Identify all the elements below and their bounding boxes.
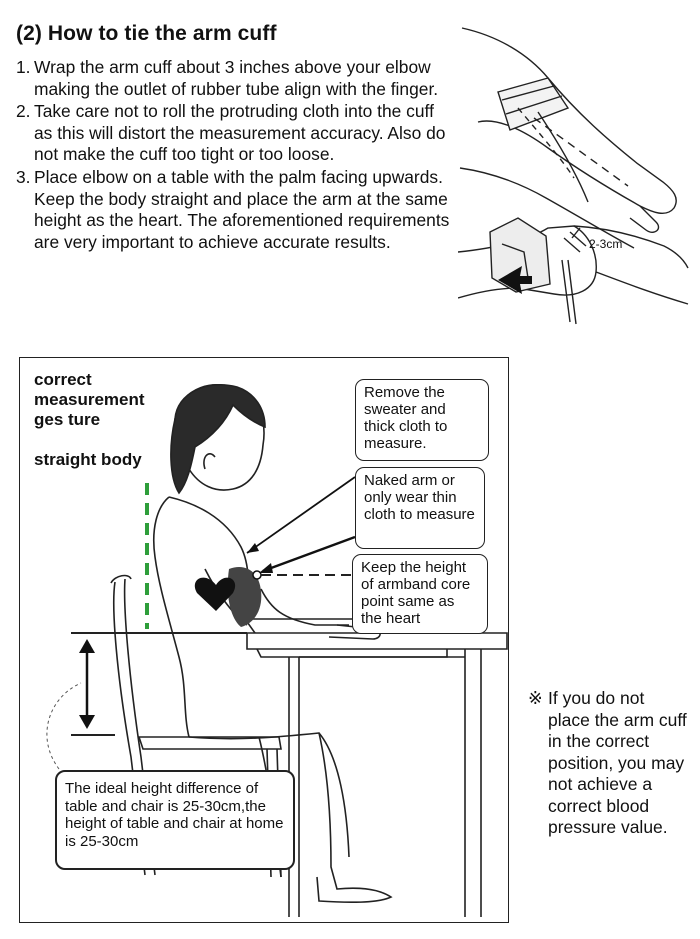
cuff-gap-label: 2-3cm <box>589 237 623 251</box>
step-3 <box>16 167 456 253</box>
step-2 <box>16 101 456 166</box>
gesture-label-line: ges ture <box>34 410 101 429</box>
callout-remove-sweater: Remove the sweater and thick cloth to measure. <box>355 379 489 461</box>
gesture-label <box>34 370 145 430</box>
arm-cuff-illustration <box>458 22 694 334</box>
step-number: 3. <box>16 166 31 187</box>
position-note <box>528 688 688 839</box>
page-title: (2) How to tie the arm cuff <box>16 22 277 45</box>
straight-body-label: straight body <box>34 450 142 469</box>
step-number: 2. <box>16 101 31 122</box>
gesture-label-line: correct <box>34 370 92 389</box>
step-text: Take care not to roll the protruding cloth into the cuff as this will distort the measurement accuracy. Also do not make the cuff too tight or too loose. <box>34 101 446 165</box>
reference-mark-icon: ※ <box>528 688 543 708</box>
step-1 <box>16 57 456 100</box>
step-text: Wrap the arm cuff about 3 inches above your elbow making the outlet of rubber tube align with the finger. <box>34 57 439 99</box>
step-number: 1. <box>16 57 31 77</box>
callout-naked-arm: Naked arm or only wear thin cloth to measure <box>355 467 485 549</box>
step-text: Place elbow on a table with the palm facing upwards. Keep the body straight and place the arm at the same height as the heart. The aforementioned requirements are very important to achieve accurate results. <box>34 166 450 252</box>
callout-heart-height: Keep the height of armband core point same as the heart <box>352 554 488 634</box>
gesture-label-line: measurement <box>34 390 145 409</box>
ideal-height-box: The ideal height difference of table and chair is 25-30cm,the height of table and chair at home is 25-30cm <box>55 770 295 870</box>
instruction-steps <box>16 57 456 254</box>
note-text: If you do not place the arm cuff in the correct position, you may not achieve a correct blood pressure value. <box>548 688 687 837</box>
